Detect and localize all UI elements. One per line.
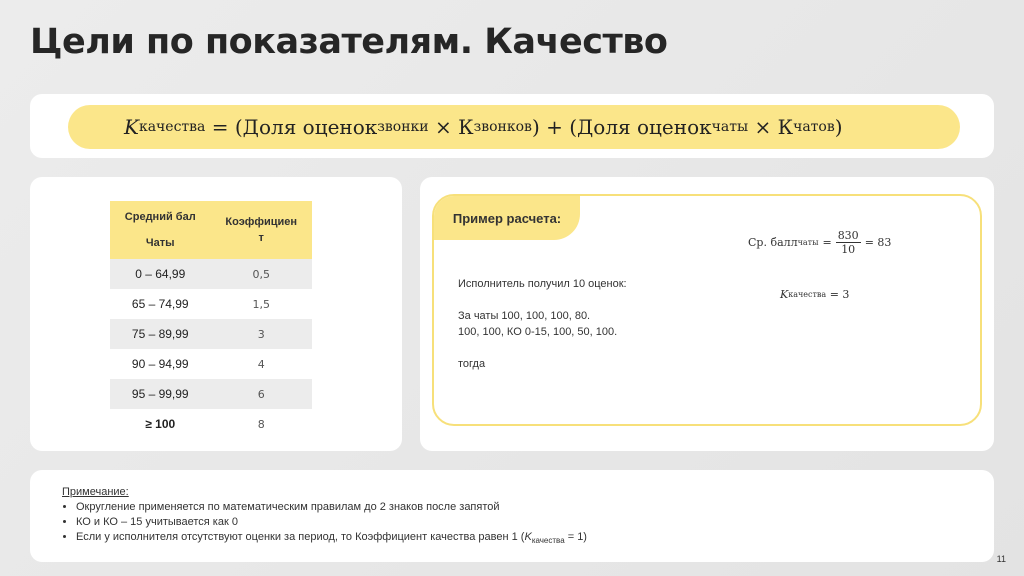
note-item3-pre: Если у исполнителя отсутствуют оценки за период, то Коэффициент качества равен 1 ( [76,531,525,543]
note-item3-k: K [524,531,532,543]
row-range: 75 – 89,99 [110,319,211,349]
formula-card [30,94,994,158]
row-coef: 1,5 [252,297,270,311]
note-item [76,530,587,548]
avg-sub: чаты [797,238,819,247]
avg-result: = 83 [864,236,892,249]
formula-eq: = (Доля оценок [205,115,378,139]
avg-eq: = [822,236,832,249]
table-row [110,379,312,409]
note-item3-sub: качества [531,536,565,546]
example-line: 100, 100, КО 0-15, 100, 50, 100. [458,326,618,338]
formula-end: ) [834,115,843,139]
example-tab-label: Пример расчета: [434,196,580,240]
header-avg-score [110,201,211,259]
row-coef: 3 [211,319,313,349]
row-range: 90 – 94,99 [131,357,189,371]
note-item: • Округление применяется по математическим правилам до 2 знаков после запятой [76,500,587,515]
avg-score-formula [748,229,891,256]
formula-sub-chats: чаты [711,119,749,135]
avg-numerator: 830 [837,229,859,242]
score-coefficient-table [110,201,312,439]
table-row [110,349,312,379]
row-coef: 6 [211,379,313,409]
formula-k-sub: качества [138,119,206,135]
header-avg-score-line2: Чаты [145,237,175,249]
header-coefficient-line2: т [258,232,264,244]
k-quality-result [780,288,849,301]
table-row [110,319,312,349]
table-header-row [110,201,312,259]
row-range: ≥ 100 [145,417,176,431]
formula-mid2: ) + (Доля оценок [531,115,712,139]
row-range: 65 – 74,99 [131,297,189,311]
header-coefficient [211,201,313,259]
formula-mid3: × К [748,115,794,139]
note-item3-post: = 1) [564,531,587,543]
note-title: Примечание: [62,486,129,498]
k-label: K [780,288,789,301]
table-row [110,289,312,319]
avg-denominator: 10 [841,243,856,256]
row-range: 95 – 99,99 [110,379,211,409]
row-coef: 8 [257,417,265,431]
note-list [62,500,587,548]
note-card [30,470,994,562]
header-coefficient-line1: Коэффициен [225,216,298,228]
formula-mid1: × К [428,115,474,139]
example-line: За чаты 100, 100, 100, 80. [458,310,591,322]
example-text [458,276,627,372]
note [62,485,587,548]
k-sub: качества [788,290,827,299]
quality-formula [68,105,960,149]
formula-sub-calls: звонки [377,119,429,135]
example-frame [432,194,982,426]
row-coef: 0,5 [211,259,313,289]
avg-fraction [836,229,861,256]
row-coef: 4 [257,357,265,371]
formula-sub-chats-coef: чатов [793,119,835,135]
formula-sub-calls-coef: звонков [473,119,532,135]
example-line: тогда [458,358,486,370]
table-row [110,259,312,289]
row-range: 0 – 64,99 [110,259,211,289]
score-table-card [30,177,402,451]
page-number: 11 [996,554,1006,564]
page-title: Цели по показателям. Качество [30,22,668,62]
k-result: = 3 [826,288,850,301]
table-row [110,409,312,439]
formula-k: K [124,115,139,139]
avg-label: Ср. балл [748,236,798,249]
note-item: • КО и КО – 15 учитывается как 0 [76,515,587,530]
header-avg-score-line1: Средний бал [124,211,196,223]
example-card [420,177,994,451]
example-line: Исполнитель получил 10 оценок: [458,278,627,290]
